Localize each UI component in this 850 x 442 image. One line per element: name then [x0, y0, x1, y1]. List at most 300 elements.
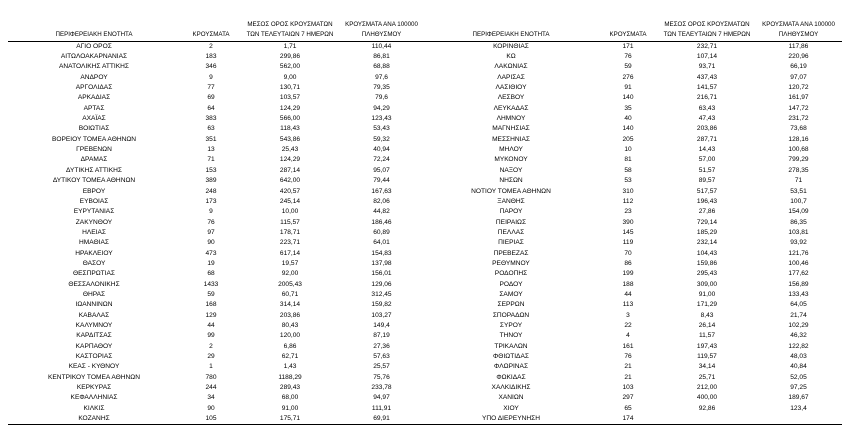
- cell-avg7: 104,43: [696, 249, 718, 257]
- cell-cases: 90: [207, 239, 215, 247]
- cell-region: ΚΑΒΑΛΑΣ: [78, 311, 110, 319]
- cell-avg7: 309,00: [696, 280, 718, 288]
- column-header-avg7-line2: ΤΩΝ ΤΕΛΕΥΤΑΙΩΝ 7 ΗΜΕΡΩΝ: [663, 31, 751, 39]
- cell-cases: 473: [205, 249, 217, 257]
- cell-avg7: 185,29: [696, 228, 718, 236]
- regional-cases-tables: [8, 20, 842, 425]
- cell-avg7: 400,00: [696, 394, 718, 402]
- table-row: [8, 238, 425, 248]
- cell-cases: 2: [209, 342, 213, 350]
- cell-avg7: 175,71: [242, 414, 338, 425]
- cell-cases: 44: [207, 321, 215, 329]
- cell-rate: 52,05: [790, 373, 807, 381]
- table-row: [425, 373, 842, 383]
- cell-cases: 346: [205, 63, 217, 71]
- cell-cases: 44: [624, 290, 632, 298]
- cell-region: ΛΑΚΩΝΙΑΣ: [494, 63, 528, 71]
- cell-rate: 177,62: [788, 270, 809, 278]
- cell-region: ΝΑΞΟΥ: [499, 166, 523, 174]
- table-row: [425, 83, 842, 93]
- cell-avg7: 124,29: [279, 156, 301, 164]
- cell-avg7: 14,43: [698, 146, 716, 154]
- cell-region: ΚΑΡΔΙΤΣΑΣ: [76, 332, 112, 340]
- cell-avg7: 130,71: [279, 84, 301, 92]
- cell-cases: 40: [624, 115, 632, 123]
- column-header-rate-line1: ΚΡΟΥΣΜΑΤΑ ΑΝΑ 100000: [345, 21, 418, 28]
- table-row: [8, 249, 425, 259]
- table-row: [8, 393, 425, 403]
- cell-avg7: 203,86: [279, 311, 301, 319]
- cell-cases: 297: [622, 394, 634, 402]
- cell-rate: 25,57: [373, 363, 390, 371]
- cell-region: ΥΠΟ ΔΙΕΡΕΥΝΗΣΗ: [425, 414, 597, 425]
- table-row: [425, 404, 842, 414]
- cell-cases: 19: [207, 259, 215, 267]
- cell-cases: 99: [207, 332, 215, 340]
- table-row: [8, 331, 425, 341]
- cell-cases: 90: [207, 404, 215, 412]
- cell-cases: 171: [622, 42, 634, 50]
- cell-avg7: 27,86: [698, 208, 716, 216]
- cell-avg7: 93,71: [698, 63, 716, 71]
- cell-region: ΠΑΡΟΥ: [499, 208, 523, 216]
- cell-rate: 186,46: [371, 218, 392, 226]
- right-table-container: [425, 20, 842, 425]
- cell-region: ΠΕΙΡΑΙΩΣ: [495, 218, 527, 226]
- cell-cases: 103: [622, 384, 634, 392]
- table-row: [425, 321, 842, 331]
- header-row: [425, 20, 842, 41]
- table-row: [425, 145, 842, 155]
- cell-cases: 351: [205, 135, 217, 143]
- cell-rate: 100,7: [790, 197, 807, 205]
- cell-rate: 75,76: [373, 373, 390, 381]
- cell-avg7: 118,43: [280, 125, 300, 133]
- cell-cases: 1433: [203, 280, 219, 288]
- cell-region: ΦΘΙΩΤΙΔΑΣ: [493, 353, 529, 360]
- cell-avg7: 2005,43: [278, 280, 302, 288]
- cell-rate: 121,76: [788, 249, 809, 257]
- cell-region: ΚΟΖΑΝΗΣ: [8, 414, 180, 425]
- cell-avg7: 203,86: [696, 125, 718, 133]
- cell-cases: 59: [624, 63, 632, 71]
- column-header-region: ΠΕΡΙΦΕΡΕΙΑΚΗ ΕΝΟΤΗΤΑ: [425, 20, 597, 41]
- cell-avg7: 729,14: [696, 218, 718, 226]
- cell-region: ΤΡΙΚΑΛΩΝ: [494, 342, 528, 350]
- table-row: [425, 41, 842, 52]
- cell-region: ΒΟΙΩΤΙΑΣ: [78, 125, 110, 133]
- cell-cases: 140: [622, 94, 634, 102]
- table-row: [425, 311, 842, 321]
- cell-rate: 154,83: [371, 249, 392, 257]
- cell-avg7: 124,29: [279, 104, 301, 112]
- cell-cases: 76: [207, 218, 215, 226]
- table-row: [425, 269, 842, 279]
- cell-avg7: 287,14: [279, 166, 301, 174]
- cell-cases: 205: [622, 135, 634, 143]
- table-row: [8, 176, 425, 186]
- cell-rate: 123,4: [790, 404, 807, 412]
- cell-rate: 133,43: [788, 290, 809, 298]
- cell-rate: 156,01: [371, 270, 392, 278]
- cell-cases: 129: [205, 311, 217, 319]
- cell-avg7: 19,57: [281, 259, 299, 267]
- cell-avg7: 517,57: [696, 187, 718, 195]
- cell-cases: 9: [209, 73, 213, 81]
- cell-rate: 147,72: [788, 104, 809, 112]
- cell-rate: 103,27: [371, 311, 392, 319]
- cell-rate: 68,88: [373, 63, 390, 71]
- cell-avg7: 287,71: [696, 135, 718, 143]
- cell-cases: 4: [626, 332, 630, 340]
- cell-rate: 82,06: [373, 197, 390, 205]
- cell-region: ΜΥΚΟΝΟΥ: [494, 156, 528, 164]
- cell-avg7: 26,14: [698, 321, 716, 329]
- table-row: [425, 290, 842, 300]
- table-row: [8, 414, 425, 425]
- column-header-region: ΠΕΡΙΦΕΡΕΙΑΚΗ ΕΝΟΤΗΤΑ: [8, 20, 180, 41]
- cell-avg7: 197,43: [696, 342, 718, 350]
- cell-cases: 64: [207, 104, 215, 112]
- cell-region: ΘΕΣΠΡΩΤΙΑΣ: [72, 270, 116, 278]
- table-row: [8, 93, 425, 103]
- cell-region: ΣΠΟΡΑΔΩΝ: [492, 311, 530, 319]
- cell-avg7: 562,00: [279, 63, 301, 71]
- cell-region: ΓΡΕΒΕΝΩΝ: [76, 146, 112, 154]
- table-header-right: [425, 20, 842, 41]
- cell-avg7: 91,00: [698, 290, 716, 298]
- table-row: [425, 218, 842, 228]
- table-row: [8, 311, 425, 321]
- cell-rate: 93,92: [790, 239, 807, 247]
- cell-region: ΛΑΡΙΣΑΣ: [497, 73, 525, 81]
- cell-rate: 799,29: [788, 156, 809, 164]
- cell-rate: 40,84: [790, 363, 807, 371]
- cell-region: ΚΑΛΥΜΝΟΥ: [75, 321, 113, 329]
- table-row: [8, 41, 425, 52]
- cell-cases: 390: [622, 218, 634, 226]
- cell-cases: 65: [624, 404, 632, 412]
- cell-region: ΚΟΡΙΝΘΙΑΣ: [493, 42, 529, 50]
- cell-cases: 113: [622, 301, 634, 309]
- cell-region: ΧΑΝΙΩΝ: [498, 394, 524, 402]
- cell-region: ΜΕΣΣΗΝΙΑΣ: [492, 135, 530, 143]
- cell-rate: 117,86: [788, 42, 809, 50]
- cell-avg7: 34,14: [698, 363, 716, 371]
- cell-cases: 105: [180, 414, 242, 425]
- cell-rate: 64,01: [373, 239, 390, 247]
- cell-avg7: 80,43: [281, 321, 299, 329]
- cell-avg7: 232,71: [696, 42, 718, 50]
- cell-region: ΦΩΚΙΔΑΣ: [496, 373, 526, 381]
- cell-cases: 70: [624, 249, 632, 257]
- cell-cases: 77: [207, 84, 215, 92]
- cell-cases: 112: [622, 197, 634, 205]
- cell-cases: 9: [209, 208, 213, 216]
- cell-rate: 86,35: [790, 218, 807, 226]
- cell-avg7: 62,71: [281, 353, 299, 360]
- cell-cases: 244: [205, 384, 217, 392]
- cell-rate: 79,44: [373, 177, 390, 185]
- cell-rate: 60,89: [373, 228, 390, 236]
- cell-cases: 21: [624, 363, 632, 371]
- cell-rate: 100,46: [788, 259, 809, 267]
- cell-rate: 220,96: [788, 53, 809, 61]
- cell-rate: 97,07: [790, 73, 807, 81]
- cell-avg7: 314,14: [279, 301, 301, 309]
- cell-avg7: 57,00: [698, 156, 716, 164]
- column-header-cases: ΚΡΟΥΣΜΑΤΑ: [180, 20, 242, 41]
- cell-rate: 110,44: [371, 42, 392, 50]
- cell-region: ΧΑΛΚΙΔΙΚΗΣ: [491, 384, 531, 392]
- cell-cases: 1: [209, 363, 213, 371]
- table-row: [8, 404, 425, 414]
- cell-region: ΘΗΡΑΣ: [82, 290, 106, 298]
- cell-avg7: 1,71: [283, 42, 297, 50]
- cell-avg7: [659, 414, 755, 425]
- cell-avg7: 223,71: [279, 239, 301, 247]
- cell-avg7: 120,00: [279, 332, 301, 340]
- table-row: [425, 176, 842, 186]
- table-row: [425, 383, 842, 393]
- cell-region: ΣΑΜΟΥ: [499, 290, 523, 298]
- cell-avg7: 543,86: [279, 135, 301, 143]
- table-row: [8, 259, 425, 269]
- cell-avg7: 216,71: [696, 94, 718, 102]
- cell-region: ΑΡΓΟΛΙΔΑΣ: [75, 84, 113, 92]
- cell-region: ΤΗΝΟΥ: [499, 332, 523, 340]
- table-row: [8, 104, 425, 114]
- cell-avg7: 25,43: [281, 146, 299, 154]
- cell-cases: 173: [205, 197, 217, 205]
- column-header-rate: [755, 20, 842, 41]
- cell-cases: 276: [622, 73, 634, 81]
- cell-cases: 76: [624, 53, 632, 61]
- table-row: [8, 124, 425, 134]
- cell-region: ΙΩΑΝΝΙΝΩΝ: [75, 301, 113, 309]
- table-row: [425, 249, 842, 259]
- cell-avg7: 420,57: [279, 187, 301, 195]
- cell-cases: 35: [624, 104, 632, 112]
- cell-region: ΒΟΡΕΙΟΥ ΤΟΜΕΑ ΑΘΗΝΩΝ: [51, 135, 137, 143]
- cell-cases: 183: [205, 53, 217, 61]
- cell-avg7: 10,00: [281, 208, 299, 216]
- cell-avg7: 92,00: [281, 270, 299, 278]
- cell-avg7: 212,00: [696, 384, 718, 392]
- column-header-rate-line2: ΠΛΗΘΥΣΜΟΥ: [361, 31, 402, 39]
- table-row: [425, 238, 842, 248]
- table-body-right: [425, 41, 842, 425]
- cell-region: ΗΜΑΘΙΑΣ: [79, 239, 109, 247]
- cell-rate: 48,03: [790, 353, 807, 360]
- cell-rate: 128,16: [788, 135, 809, 143]
- cell-rate: 79,6: [375, 94, 388, 102]
- cell-rate: 167,63: [371, 187, 392, 195]
- cell-region: ΗΛΕΙΑΣ: [82, 228, 106, 236]
- cell-region: ΑΝΔΡΟΥ: [80, 73, 108, 81]
- cell-avg7: 68,00: [281, 394, 299, 402]
- cell-avg7: 91,00: [281, 404, 299, 412]
- cell-avg7: 60,71: [281, 290, 299, 298]
- cell-region: ΘΕΣΣΑΛΟΝΙΚΗΣ: [68, 280, 120, 288]
- cell-region: ΜΑΓΝΗΣΙΑΣ: [492, 125, 530, 133]
- cell-region: ΑΝΑΤΟΛΙΚΗΣ ΑΤΤΙΚΗΣ: [59, 63, 129, 71]
- column-header-rate-line1: ΚΡΟΥΣΜΑΤΑ ΑΝΑ 100000: [762, 21, 835, 28]
- table-row: [8, 52, 425, 62]
- table-row: [8, 155, 425, 165]
- cell-cases: 248: [205, 187, 217, 195]
- table-row: [8, 145, 425, 155]
- cell-region: ΕΥΒΟΙΑΣ: [79, 197, 109, 205]
- cell-avg7: 1188,29: [278, 373, 302, 381]
- cell-region: ΠΕΛΛΑΣ: [497, 228, 525, 236]
- cell-rate: 46,32: [790, 332, 807, 340]
- column-header-avg7: [242, 20, 338, 41]
- cell-region: ΚΑΣΤΟΡΙΑΣ: [75, 353, 113, 360]
- table-row: [8, 321, 425, 331]
- cell-cases: 310: [622, 187, 634, 195]
- cell-avg7: 51,57: [698, 166, 716, 174]
- cell-avg7: 566,00: [279, 115, 301, 123]
- cell-avg7: 642,00: [279, 177, 301, 185]
- cell-region: ΛΕΣΒΟΥ: [497, 94, 525, 102]
- cell-cases: 13: [207, 146, 215, 154]
- cell-rate: 123,43: [371, 115, 392, 123]
- cell-avg7: 171,29: [696, 301, 718, 309]
- cell-rate: 59,32: [373, 135, 390, 143]
- cell-avg7: 92,86: [698, 404, 716, 412]
- cell-region: ΡΕΘΥΜΝΟΥ: [492, 259, 530, 267]
- cell-cases: 145: [622, 228, 634, 236]
- cell-region: ΚΕΦΑΛΛΗΝΙΑΣ: [70, 394, 118, 402]
- cell-cases: 81: [624, 156, 632, 164]
- cell-region: ΣΥΡΟΥ: [499, 321, 523, 329]
- cell-cases: 68: [207, 270, 215, 278]
- table-row: [425, 62, 842, 72]
- cell-cases: 59: [207, 290, 215, 298]
- cell-rate: 103,81: [788, 228, 809, 236]
- cell-region: ΠΡΕΒΕΖΑΣ: [493, 249, 529, 257]
- cell-rate: 27,36: [373, 342, 390, 350]
- table-row: [8, 342, 425, 352]
- cell-avg7: 6,86: [283, 342, 297, 350]
- cell-cases: 10: [624, 146, 632, 154]
- cell-avg7: 159,86: [696, 259, 718, 267]
- table-row: [8, 362, 425, 372]
- cell-rate: 69,91: [338, 414, 425, 425]
- cell-avg7: 299,86: [279, 53, 301, 61]
- cell-rate: 149,4: [373, 321, 390, 329]
- table-row: [425, 104, 842, 114]
- table-row: [8, 83, 425, 93]
- cell-avg7: 47,43: [698, 115, 716, 123]
- cell-cases: 383: [205, 115, 217, 123]
- cell-rate: 66,19: [790, 63, 807, 71]
- cell-rate: 100,68: [788, 146, 809, 154]
- regional-cases-table-left: [8, 20, 425, 425]
- table-row: [425, 393, 842, 403]
- cell-rate: 86,81: [373, 53, 390, 61]
- table-row: [425, 93, 842, 103]
- cell-region: ΞΑΝΘΗΣ: [497, 197, 525, 205]
- table-row: [425, 352, 842, 362]
- cell-region: ΛΕΥΚΑΔΑΣ: [493, 104, 529, 112]
- cell-cases: 119: [622, 239, 634, 247]
- column-header-avg7-line1: ΜΕΣΟΣ ΟΡΟΣ ΚΡΟΥΣΜΑΤΩΝ: [247, 21, 333, 28]
- cell-avg7: 295,43: [696, 270, 718, 278]
- cell-cases: 71: [207, 156, 215, 164]
- cell-avg7: 196,43: [696, 197, 718, 205]
- cell-cases: 23: [624, 208, 632, 216]
- cell-region: ΠΙΕΡΙΑΣ: [498, 239, 524, 247]
- cell-region: ΝΟΤΙΟΥ ΤΟΜΕΑ ΑΘΗΝΩΝ: [471, 187, 551, 195]
- table-row: [8, 352, 425, 362]
- cell-region: ΗΡΑΚΛΕΙΟΥ: [75, 249, 113, 257]
- cell-region: ΑΓΙΟ ΟΡΟΣ: [76, 42, 112, 50]
- regional-cases-table-right: [425, 20, 842, 425]
- cell-region: ΑΧΑΪΑΣ: [82, 115, 106, 123]
- cell-rate: 79,35: [373, 84, 390, 92]
- column-header-avg7-line1: ΜΕΣΟΣ ΟΡΟΣ ΚΡΟΥΣΜΑΤΩΝ: [664, 21, 750, 28]
- cell-region: ΝΗΣΩΝ: [499, 177, 523, 185]
- cell-rate: 71: [794, 177, 803, 185]
- cell-region: ΚΑΡΠΑΘΟΥ: [75, 342, 113, 350]
- cell-cases: 29: [207, 353, 215, 360]
- cell-region: ΔΥΤΙΚΟΥ ΤΟΜΕΑ ΑΘΗΝΩΝ: [52, 177, 136, 185]
- cell-cases: 188: [622, 280, 634, 288]
- cell-cases: 91: [624, 84, 632, 92]
- table-row: [8, 197, 425, 207]
- cell-rate: 312,45: [371, 290, 392, 298]
- table-row: [425, 342, 842, 352]
- cell-cases: 161: [622, 342, 634, 350]
- cell-rate: 21,74: [790, 311, 807, 319]
- cell-cases: 69: [207, 94, 215, 102]
- table-row: [8, 62, 425, 72]
- cell-region: ΣΕΡΡΩΝ: [497, 301, 525, 309]
- table-row: [425, 331, 842, 341]
- header-row: [8, 20, 425, 41]
- cell-cases: 2: [209, 42, 213, 50]
- table-row: [425, 52, 842, 62]
- column-header-rate: [338, 20, 425, 41]
- cell-avg7: 232,14: [696, 239, 718, 247]
- cell-rate: 57,63: [373, 353, 390, 360]
- cell-rate: 94,29: [373, 104, 390, 112]
- cell-rate: 111,91: [371, 404, 392, 412]
- cell-region: ΚΕΝΤΡΙΚΟΥ ΤΟΜΕΑ ΑΘΗΝΩΝ: [48, 373, 140, 381]
- cell-cases: 780: [205, 373, 217, 381]
- cell-region: ΦΛΩΡΙΝΑΣ: [493, 363, 529, 371]
- cell-cases: 86: [624, 259, 632, 267]
- cell-rate: 95,07: [373, 166, 390, 174]
- table-row: [8, 280, 425, 290]
- cell-region: ΔΡΑΜΑΣ: [80, 156, 108, 164]
- table-row: [8, 73, 425, 83]
- table-row: [425, 228, 842, 238]
- cell-region: ΧΙΟΥ: [503, 404, 519, 412]
- cell-avg7: 25,71: [698, 373, 716, 381]
- table-row: [425, 300, 842, 310]
- table-row: [8, 383, 425, 393]
- cell-avg7: 89,57: [698, 177, 716, 185]
- table-row: [425, 280, 842, 290]
- cell-rate: 72,24: [373, 156, 390, 164]
- table-row: [425, 207, 842, 217]
- table-row: [8, 114, 425, 124]
- table-row: [8, 187, 425, 197]
- cell-rate: 64,05: [790, 301, 807, 309]
